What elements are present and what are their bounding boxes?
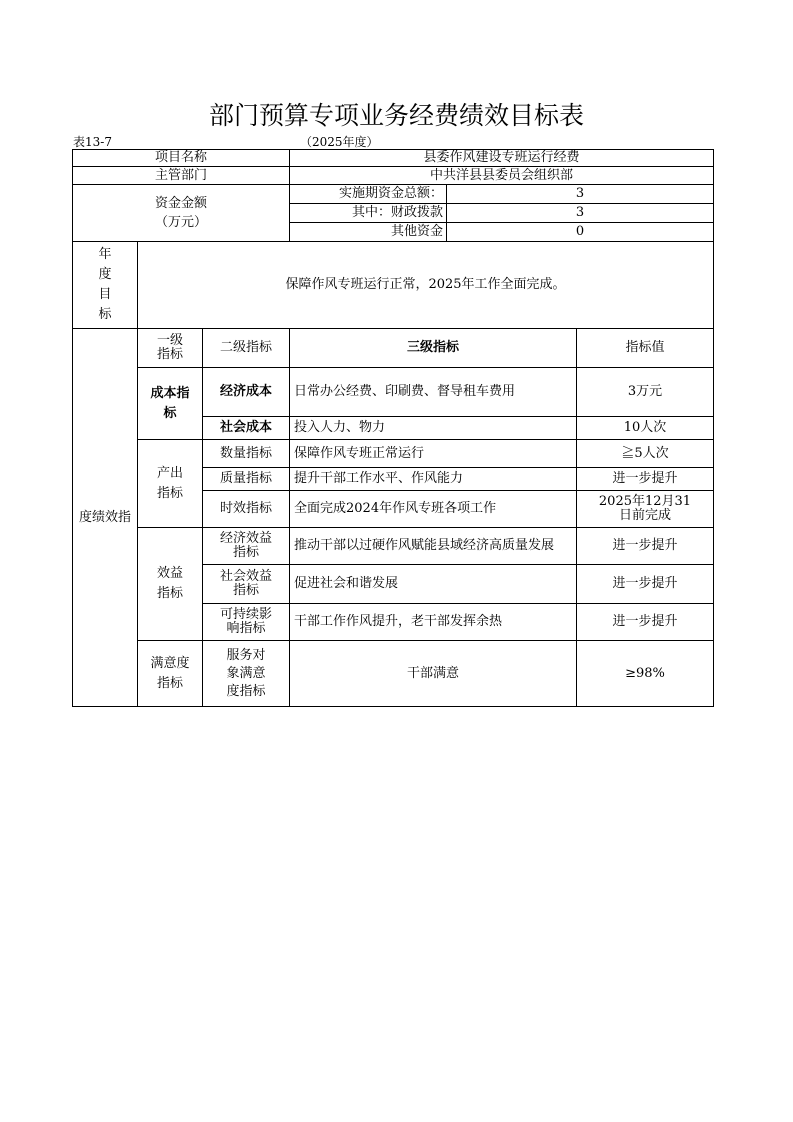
fiscal-fund-label: 其中：财政拨款 bbox=[289, 203, 447, 223]
annual-goal-text: 保障作风专班运行正常，2025年工作全面完成。 bbox=[137, 241, 714, 329]
econ-cost-value: 3万元 bbox=[576, 367, 714, 417]
econ-cost-label: 经济成本 bbox=[202, 367, 290, 417]
social-benefit-label: 社会效益指标 bbox=[202, 564, 290, 604]
social-benefit-desc: 促进社会和谐发展 bbox=[289, 564, 577, 604]
year-label: （2025年度） bbox=[300, 135, 379, 149]
sustain-label: 可持续影响指标 bbox=[202, 603, 290, 641]
page-title: 部门预算专项业务经费绩效目标表 bbox=[208, 101, 584, 130]
table-number: 表13-7 bbox=[73, 135, 112, 149]
quality-label: 质量指标 bbox=[202, 467, 290, 491]
other-fund-label: 其他资金 bbox=[289, 222, 447, 242]
output-indicator: 产出指标 bbox=[137, 439, 203, 528]
satisfaction-desc: 干部满意 bbox=[289, 640, 577, 707]
quality-desc: 提升干部工作水平、作风能力 bbox=[289, 467, 577, 491]
satisfaction-value: ≥98% bbox=[576, 640, 714, 707]
quality-value: 进一步提升 bbox=[576, 467, 714, 491]
social-cost-value: 10人次 bbox=[576, 416, 714, 440]
sustain-desc: 干部工作作风提升，老干部发挥余热 bbox=[289, 603, 577, 641]
total-fund-label: 实施期资金总额： bbox=[289, 184, 447, 204]
econ-benefit-label: 经济效益指标 bbox=[202, 527, 290, 565]
project-name-value: 县委作风建设专班运行经费 bbox=[289, 149, 714, 167]
annual-goal-label: 年度目标 bbox=[72, 241, 138, 329]
total-fund-value: 3 bbox=[446, 184, 714, 204]
header-level3: 三级指标 bbox=[289, 328, 577, 368]
indicator-side-label: 度绩效指 bbox=[72, 328, 138, 707]
quantity-label: 数量指标 bbox=[202, 439, 290, 468]
quantity-value: ≧5人次 bbox=[576, 439, 714, 468]
header-level1: 一级指标 bbox=[137, 328, 203, 368]
econ-benefit-value: 进一步提升 bbox=[576, 527, 714, 565]
econ-cost-desc: 日常办公经费、印刷费、督导租车费用 bbox=[289, 367, 577, 417]
dept-label: 主管部门 bbox=[72, 166, 290, 185]
satisfaction-label: 服务对象满意度指标 bbox=[202, 640, 290, 707]
timeliness-desc: 全面完成2024年作风专班各项工作 bbox=[289, 490, 577, 528]
header-value: 指标值 bbox=[576, 328, 714, 368]
dept-value: 中共洋县县委员会组织部 bbox=[289, 166, 714, 185]
satisfaction-indicator: 满意度指标 bbox=[137, 640, 203, 707]
econ-benefit-desc: 推动干部以过硬作风赋能县域经济高质量发展 bbox=[289, 527, 577, 565]
social-cost-desc: 投入人力、物力 bbox=[289, 416, 577, 440]
fiscal-fund-value: 3 bbox=[446, 203, 714, 223]
header-level2: 二级指标 bbox=[202, 328, 290, 368]
social-benefit-value: 进一步提升 bbox=[576, 564, 714, 604]
other-fund-value: 0 bbox=[446, 222, 714, 242]
project-name-label: 项目名称 bbox=[72, 149, 290, 167]
timeliness-value: 2025年12月31日前完成 bbox=[576, 490, 714, 528]
social-cost-label: 社会成本 bbox=[202, 416, 290, 440]
benefit-indicator: 效益指标 bbox=[137, 527, 203, 641]
timeliness-label: 时效指标 bbox=[202, 490, 290, 528]
cost-indicator: 成本指标 bbox=[137, 367, 203, 440]
sustain-value: 进一步提升 bbox=[576, 603, 714, 641]
quantity-desc: 保障作风专班正常运行 bbox=[289, 439, 577, 468]
fund-label: 资金金额 （万元） bbox=[72, 184, 290, 242]
